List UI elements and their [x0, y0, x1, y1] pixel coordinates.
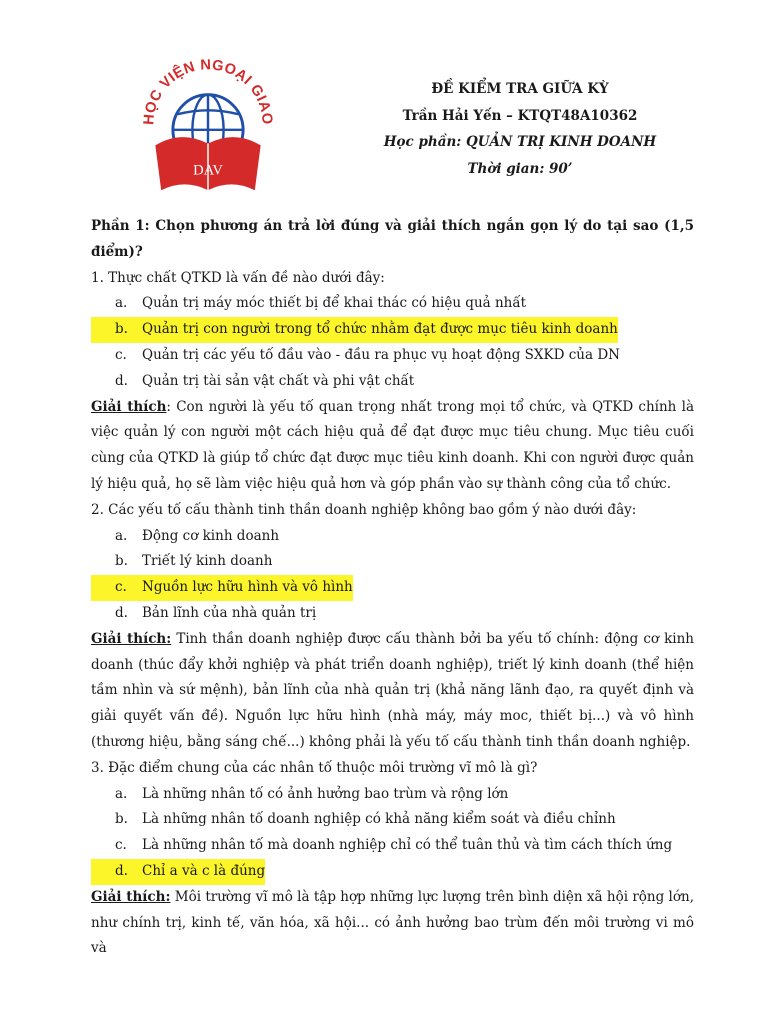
- q1-explanation: Giải thích: Con người là yếu tố quan trọng nhất trong mọi tổ chức, và QTKD chính là việc quản lý con người một cách hiệu quả để đạt được mục tiêu chung. Mục tiêu cuối cùng của QTKD là giúp tổ chức đạt được mục tiêu kinh doanh. Khi con người được quản lý hiệu quả, họ sẽ làm việc hiệu quả hơn và góp phần vào sự thành công của tổ chức.: [91, 398, 694, 492]
- highlighted-answer: Nguồn lực hữu hình và vô hình: [142, 575, 353, 601]
- q3-option-b: b. Là những nhân tố doanh nghiệp có khả năng kiểm soát và điều chỉnh: [115, 811, 616, 828]
- logo-abbr: DAV: [193, 162, 223, 179]
- student-line: Trần Hải Yến – KTQT48A10362: [402, 107, 638, 124]
- q2-option-b: b. Triết lý kinh doanh: [115, 553, 273, 570]
- question-2: 2. Các yếu tố cấu thành tinh thần doanh nghiệp không bao gồm ý nào dưới đây:: [91, 501, 637, 518]
- logo-arc-text: HỌC VIỆN NGOẠI GIAO: [141, 57, 275, 126]
- q2-option-c: c. Nguồn lực hữu hình và vô hình: [91, 575, 694, 601]
- document-body: [91, 214, 694, 962]
- course-line: Học phần: QUẢN TRỊ KINH DOANH: [383, 134, 657, 150]
- document-header: [300, 76, 740, 182]
- q1-option-b: b. Quản trị con người trong tổ chức nhằm đạt được mục tiêu kinh doanh: [91, 317, 694, 343]
- q1-option-a: a. Quản trị máy móc thiết bị để khai thác có hiệu quả nhất: [115, 295, 527, 312]
- question-1: 1. Thực chất QTKD là vấn đề nào dưới đây:: [91, 269, 385, 286]
- question-3: 3. Đặc điểm chung của các nhân tố thuộc môi trường vĩ mô là gì?: [91, 759, 538, 776]
- q3-option-d: d. Chỉ a và c là đúng: [91, 859, 694, 885]
- q1-option-d: d. Quản trị tài sản vật chất và phi vật chất: [115, 372, 415, 389]
- section-heading: Phần 1: Chọn phương án trả lời đúng và giải thích ngắn gọn lý do tại sao (1,5 điểm)?: [91, 218, 694, 260]
- q2-option-a: a. Động cơ kinh doanh: [115, 527, 280, 544]
- highlighted-answer: Quản trị con người trong tổ chức nhằm đạt được mục tiêu kinh doanh: [142, 317, 618, 343]
- q1-option-c: c. Quản trị các yếu tố đầu vào - đầu ra phục vụ hoạt động SXKD của DN: [115, 346, 620, 363]
- q3-option-a: a. Là những nhân tố có ảnh hưởng bao trùm và rộng lớn: [115, 785, 509, 802]
- time-line: Thời gian: 90’: [467, 160, 573, 177]
- q2-explanation: Giải thích: Tinh thần doanh nghiệp được cấu thành bởi ba yếu tố chính: động cơ kinh doanh (thúc đẩy khởi nghiệp và phát triển doanh nghiệp), triết lý kinh doanh (thể hiện tầm nhìn và sứ mệnh), bản lĩnh của nhà quản trị (khả năng lãnh đạo, ra quyết định và giải quyết vấn đề). Nguồn lực hữu hình (nhà máy, máy moc, thiết bị...) và vô hình (thương hiệu, bằng sáng chế...) không phải là yếu tố cấu thành tinh thần doanh nghiệp.: [91, 630, 694, 750]
- dav-logo: [130, 44, 286, 200]
- highlighted-answer: Chỉ a và c là đúng: [142, 859, 265, 885]
- q3-option-c: c. Là những nhân tố mà doanh nghiệp chỉ có thể tuân thủ và tìm cách thích ứng: [115, 837, 673, 854]
- q2-option-d: d. Bản lĩnh của nhà quản trị: [115, 604, 317, 621]
- exam-title: ĐỀ KIỂM TRA GIỮA KỲ: [431, 81, 609, 97]
- q3-explanation: Giải thích: Môi trường vĩ mô là tập hợp những lực lượng trên bình diện xã hội rộng lớn, như chính trị, kinh tế, văn hóa, xã hội... có ảnh hưởng bao trùm đến môi trường vi mô và: [91, 888, 694, 957]
